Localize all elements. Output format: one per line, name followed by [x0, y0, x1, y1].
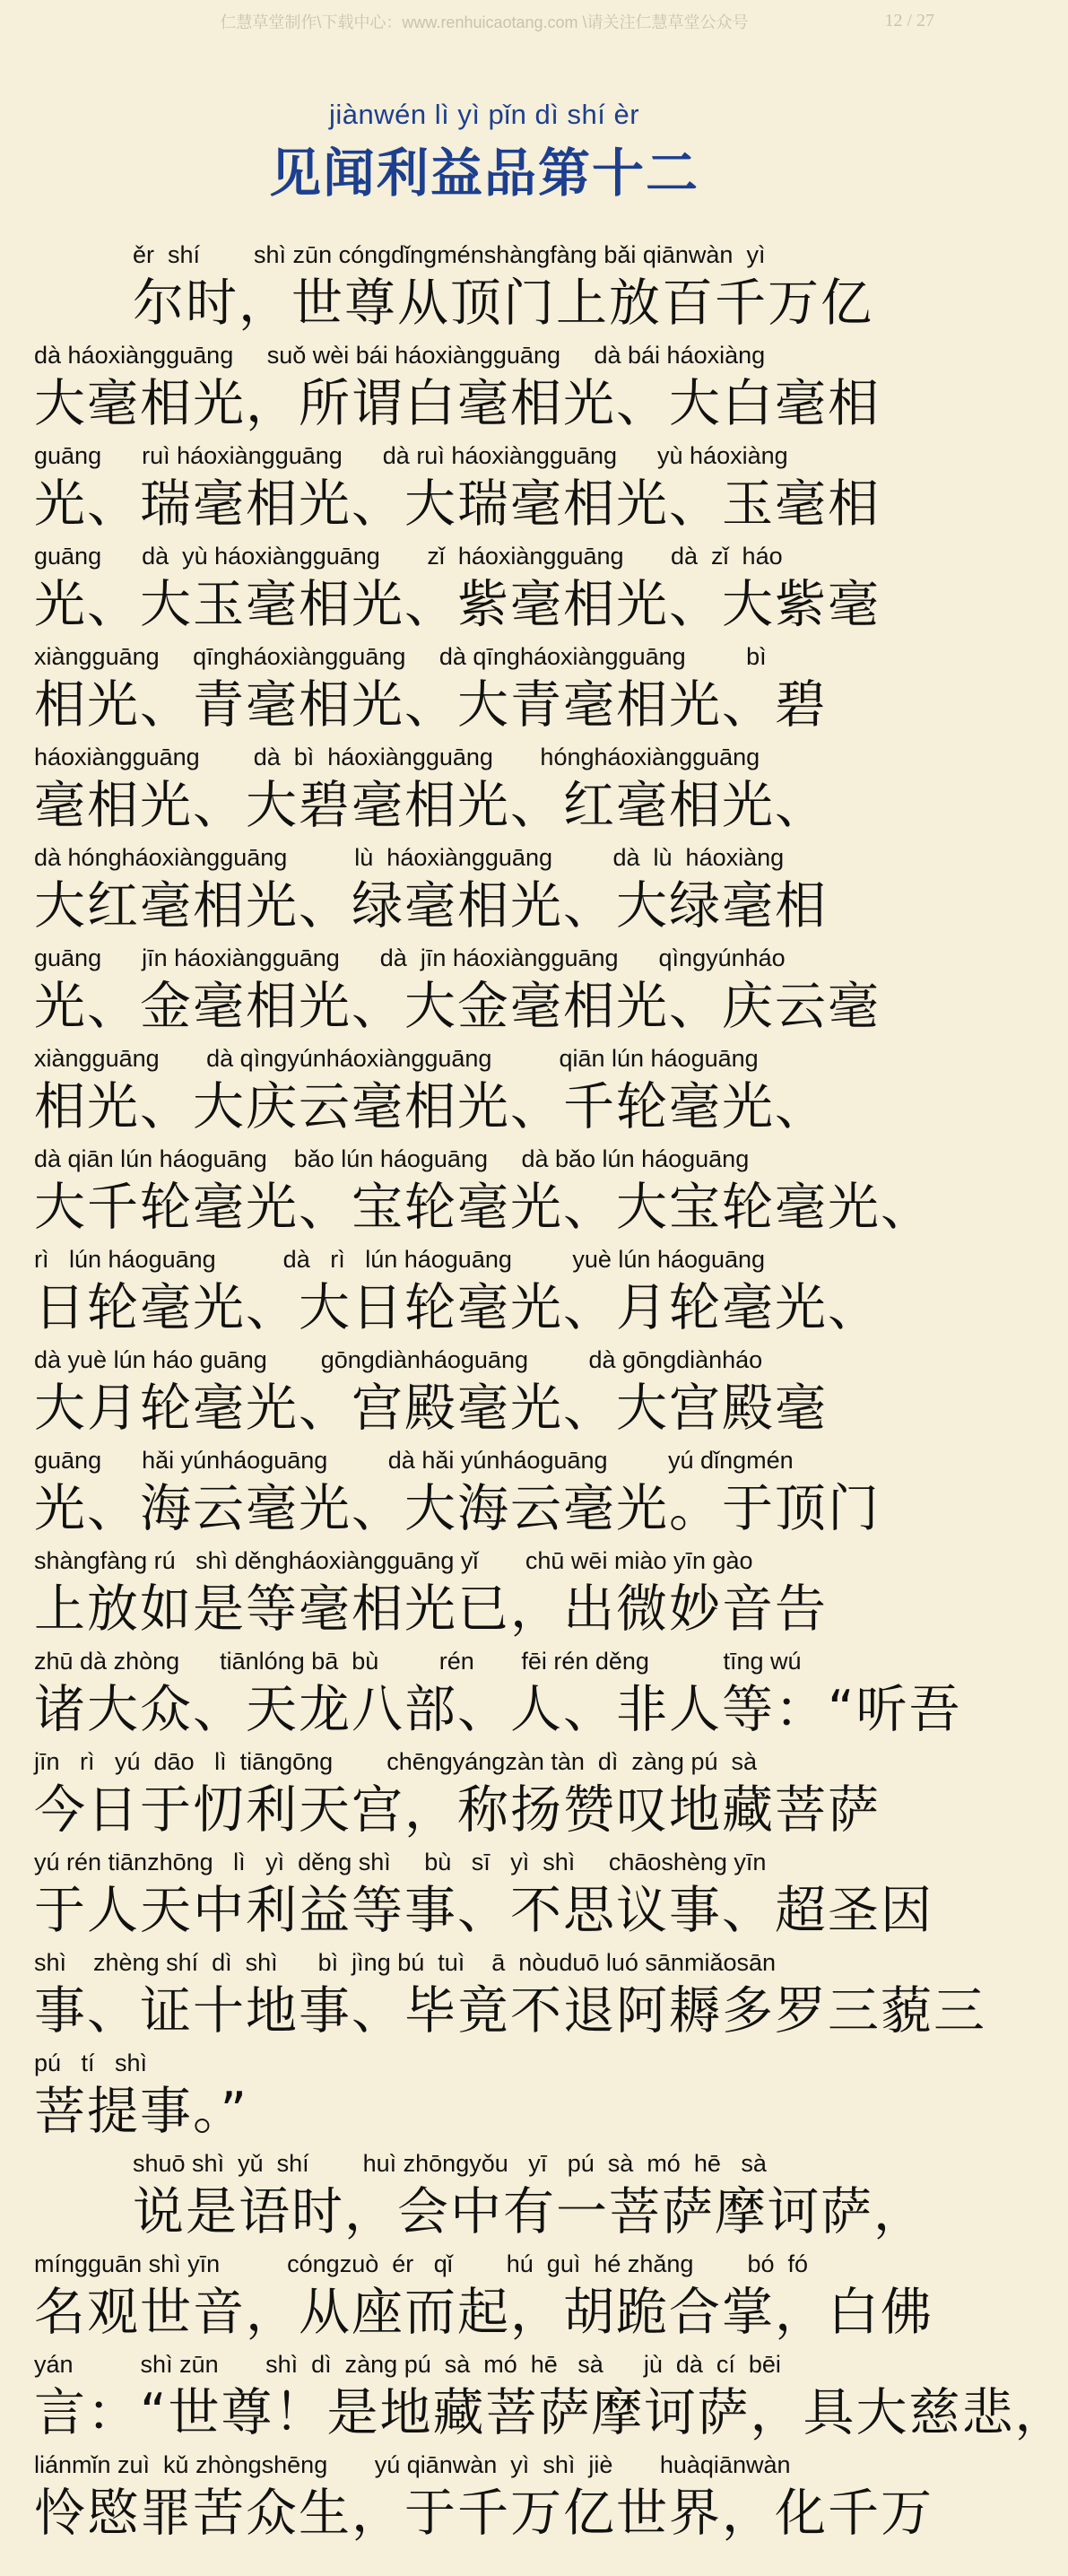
text-line [34, 1245, 934, 1345]
text-line [34, 542, 934, 642]
text-line [34, 944, 934, 1044]
pinyin-line: míngguān shì yīn cóngzuò ér qǐ hú guì hé zhǎng bó fó [34, 2250, 808, 2277]
hanzi-line: 大红毫相光、绿毫相光、大绿毫相 [34, 876, 828, 936]
hanzi-line: 今日于忉利天宫，称扬赞叹地藏菩萨 [34, 1780, 881, 1840]
pinyin-line: háoxiàngguāng dà bì háoxiàngguāng hóngháoxiàngguāng [34, 744, 760, 770]
hanzi-line: 大月轮毫光、宫殿毫光、大宫殿毫 [34, 1379, 828, 1438]
text-line [34, 1546, 934, 1647]
title-hanzi: 见闻利益品第十二 [268, 143, 699, 204]
pinyin-line: shì zhèng shí dì shì bì jìng bú tuì ā nòuduō luó sānmiǎosān [34, 1949, 777, 1976]
pinyin-line: liánmǐn zuì kǔ zhòngshēng yú qiānwàn yì shì jiè huàqiānwàn [34, 2451, 791, 2478]
pinyin-line: dà hóngháoxiàngguāng lù háoxiàngguāng dà lù háoxiàng [34, 844, 785, 871]
pinyin-line: guāng jīn háoxiàngguāng dà jīn háoxiàngguāng qìngyúnháo [34, 944, 786, 971]
text-line [34, 2450, 934, 2551]
hanzi-line: 相光、大庆云毫相光、千轮毫光、 [34, 1077, 828, 1136]
text-line [34, 1144, 934, 1245]
hanzi-line: 上放如是等毫相光已，出微妙音告 [34, 1580, 828, 1639]
text-line [34, 743, 934, 843]
text-line [34, 1345, 934, 1446]
hanzi-line: 尔时，世尊从顶门上放百千万亿 [133, 274, 873, 333]
hanzi-line: 日轮毫光、大日轮毫光、月轮毫光、 [34, 1278, 881, 1337]
text-line [34, 2350, 1068, 2450]
pinyin-line: dà qiān lún háoguāng bǎo lún háoguāng dà bǎo lún háoguāng [34, 1145, 750, 1172]
hanzi-line: 诸大众、天龙八部、人、非人等：“听吾 [34, 1680, 962, 1739]
text-line [34, 1747, 934, 1848]
pinyin-line: xiàngguāng qīngháoxiàngguāng dà qīngháoxiàngguāng bì [34, 643, 767, 670]
pinyin-line: zhū dà zhòng tiānlóng bā bù rén fēi rén děng tīng wú [34, 1648, 802, 1675]
hanzi-line: 名观世音，从座而起，胡跪合掌，白佛 [34, 2283, 933, 2342]
hanzi-line: 菩提事。” [34, 2082, 249, 2141]
text-line [34, 2250, 934, 2350]
hanzi-line: 于人天中利益等事、不思议事、超圣因 [34, 1881, 933, 1940]
hanzi-line: 光、金毫相光、大金毫相光、庆云毫 [34, 977, 881, 1036]
pinyin-line: guāng dà yù háoxiàngguāng zǐ háoxiàngguāng dà zǐ háo [34, 543, 783, 570]
text-line [34, 441, 934, 542]
pinyin-line: yú rén tiānzhōng lì yì děng shì bù sī yì shì chāoshèng yīn [34, 1849, 767, 1875]
hanzi-line: 事、证十地事、毕竟不退阿耨多罗三藐三 [34, 1981, 986, 2041]
hanzi-line: 大毫相光，所谓白毫相光、大白毫相 [34, 374, 881, 433]
text-line [34, 642, 934, 743]
hanzi-line: 言：“世尊！是地藏菩萨摩诃萨，具大慈悲， [34, 2383, 1068, 2442]
text-line [34, 2049, 934, 2149]
text-line [34, 1044, 934, 1144]
hanzi-line: 说是语时，会中有一菩萨摩诃萨， [133, 2182, 926, 2241]
hanzi-line: 光、海云毫光、大海云毫光。于顶门 [34, 1479, 881, 1538]
pinyin-line: guāng ruì háoxiàngguāng dà ruì háoxiàngguāng yù háoxiàng [34, 442, 788, 469]
hanzi-line: 大千轮毫光、宝轮毫光、大宝轮毫光、 [34, 1178, 933, 1237]
text-line [34, 1647, 962, 1747]
text-line [34, 843, 934, 944]
pinyin-line: dà yuè lún háo guāng gōngdiànháoguāng dà gōngdiànháo [34, 1346, 763, 1373]
pinyin-line: dà háoxiàngguāng suǒ wèi bái háoxiàngguāng dà bái háoxiàng [34, 342, 766, 369]
pinyin-line: shuō shì yǔ shí huì zhōngyǒu yī pú sà mó hē sà [133, 2150, 767, 2177]
pinyin-line: ěr shí shì zūn cóngdǐngménshàngfàng bǎi qiānwàn yì [133, 241, 766, 268]
text-line [34, 2149, 934, 2250]
text-line [34, 1848, 934, 1948]
text-line [34, 341, 934, 441]
pinyin-line: guāng hǎi yúnháoguāng dà hǎi yúnháoguāng yú dǐngmén [34, 1447, 794, 1474]
title-pinyin: jiànwén lì yì pǐn dì shí èr [328, 99, 640, 130]
hanzi-line: 光、大玉毫相光、紫毫相光、大紫毫 [34, 575, 881, 634]
pinyin-line: shàngfàng rú shì děngháoxiàngguāng yǐ chū wēi miào yīn gào [34, 1547, 753, 1574]
hanzi-line: 怜愍罪苦众生，于千万亿世界，化千万 [34, 2484, 933, 2543]
header-source-text: 仁慧草堂制作\下载中心：www.renhuicaotang.com \请关注仁慧草堂公众号 [220, 13, 749, 31]
pinyin-line: yán shì zūn shì dì zàng pú sà mó hē sà jù dà cí bēi [34, 2351, 781, 2378]
page-number: 12 / 27 [884, 11, 934, 30]
hanzi-line: 相光、青毫相光、大青毫相光、碧 [34, 675, 828, 735]
pinyin-line: pú tí shì [34, 2049, 148, 2076]
scripture-body [34, 240, 1068, 2551]
text-line [34, 1446, 934, 1546]
text-line [34, 1948, 986, 2049]
text-line [34, 240, 934, 341]
hanzi-line: 光、瑞毫相光、大瑞毫相光、玉毫相 [34, 474, 881, 534]
pinyin-line: xiàngguāng dà qìngyúnháoxiàngguāng qiān lún háoguāng [34, 1045, 759, 1072]
pinyin-line: jīn rì yú dāo lì tiāngōng chēngyángzàn tàn dì zàng pú sà [34, 1748, 758, 1775]
pinyin-line: rì lún háoguāng dà rì lún háoguāng yuè lún háoguāng [34, 1246, 766, 1273]
hanzi-line: 毫相光、大碧毫相光、红毫相光、 [34, 776, 828, 835]
page-header [0, 0, 968, 43]
chapter-title [0, 99, 968, 206]
